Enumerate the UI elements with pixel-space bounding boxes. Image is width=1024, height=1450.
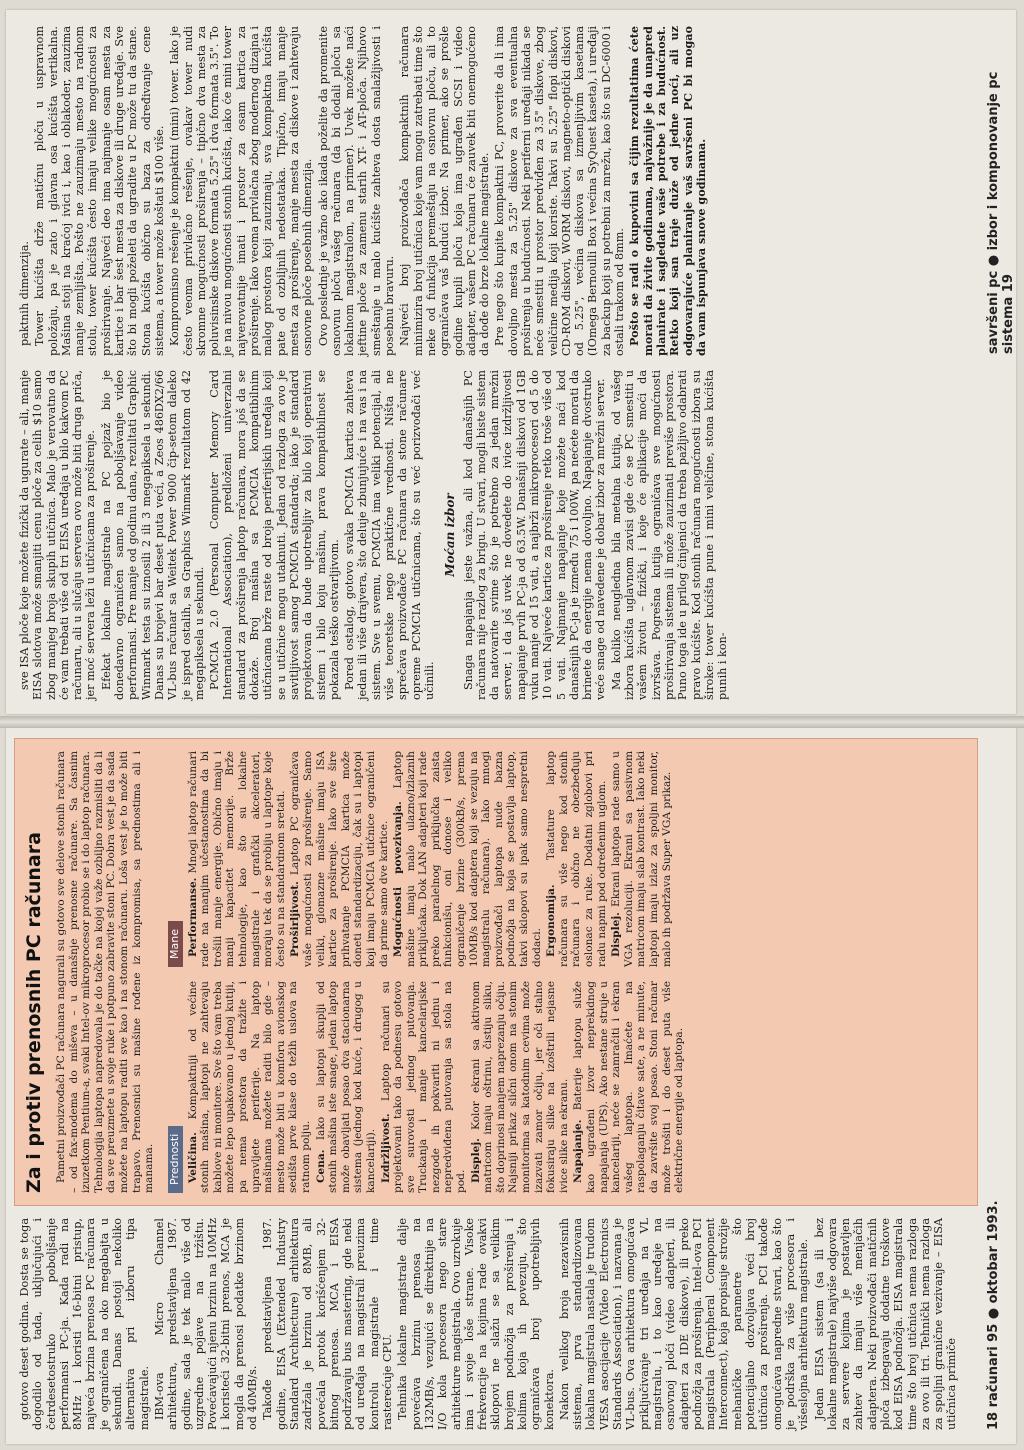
section-heading: Moćan izbor (443, 493, 458, 577)
paragraph: Takođe predstavljena 1987. godine, EISA (Extended Industry Standard Architecture) arhitektura zadržala je brzinu od 8MB, ali povećala protok korišćenjem 32-bitnog prenosa. MCA i EISA podržavaju bus mastering, gde neki od uređaja na magistrali preuzima kontrolu magistrale i time rasterećuje CPU. (261, 1218, 395, 1430)
article-column (18, 1218, 961, 1430)
item-text: Tastature laptop računara su više nego kod stonih računara i obično ne obezbeđuju oslonac za ruke. Dodatni zglobovi pri radu napmi pod određenim uglom. (545, 751, 608, 967)
pros-column (165, 981, 688, 1193)
paragraph: Pored ostalog, gotovo svaka PCMCIA kartica zahteva jedan ili više drajvera, što deluje zbunjujuće i na vas i na sistem. Sve u svemu, PCMCIA ima veliki potencijal, ali više teoretske nego praktične vrednosti. Ništa ne sprečava proizvođače PC računara da stone računare opreme PCMCIA utičnicama, što su već porizvođači već učinili. (343, 370, 436, 700)
paragraph: sve ISA ploče koje možete fizički da ugurate – ali, manje EISA slotova može smanjiti cenu ploče za celih $10 samo zbog manjeg broja skupih utičnica. Malo je verovatno da će vam trebati više od tri EISA uređaja u bilo kakvom PC računaru, ali u slučaju servera ovo može biti druga priča, jer moć servera leži u utičnicama za proširenje. (18, 370, 98, 700)
paragraph: gotovo deset godina. Dosta se toga dogodilo od tada, uključujući i četrdesetostruko poboljšanje performansi PC-ja. Kada radi na 8MHz i koristi 16-bitni pristup, najveća brzina prenosa PC računara je ograničena na oko megabajta u sekundi. Danas postoji nekoliko alternativa pri izboru tipa magistrale. (18, 1218, 151, 1430)
item-term: Mogućnosti povezivanja. (392, 801, 405, 957)
item-term: Izdržljivost. (379, 1113, 392, 1183)
item-text: Ekrani laptopa rade samo u VGA rezoluciji. Ekrani sa pasivnom matricom imaju slab kontrast. Iako neki laptopi imaju izlaz za spoljni monitor, malo ih podržava Super VGA prikaz. (610, 751, 673, 967)
pros-label: Prednosti (168, 1126, 183, 1193)
pro-con-item (545, 751, 608, 967)
paragraph: Efekat lokalne magistrale na PC pojzaž bio je donedavno ograničen samo na poboljšavanje video performansi. Pre manje od godinu dana, rezultati Graphic Winmark testa su iznosili 2 ili 3 megapiksela u sekundi. Danas su brojevi bar deset puta veći, a Zeos 486DX2/66 VL-bus računar sa Weitek Power 9000 čip-setom daleko je ispred ostalih, sa Graphics Winmark rezultatom od 42 megapiksela u sekundi. (99, 370, 206, 700)
paragraph: PCMCIA 2.0 (Personal Computer Memory Card International Association), predloženi univerzalni standard za proširenja laptop računara, mora još da se dokaže. Broj mašina sa PCMCIA kompatibilnim utičnicama brže raste od broja periferijskih uređaja koji se u utičnice mogu utaknuti. Jedan od razloga za ovo je savitljivost samog PCMCIA standarda; iako je standard projektovan da bude upotrebljiv za bilo koji operativni sistem i bilo koju mašinu, prava kompatibilnost se pokazala teško ostvarljivom. (208, 370, 341, 700)
paragraph: Tower kućišta drže matičnu ploču u uspravnom položaju, pa je zato i glavna osa kućišta vertikalna. Mašina stoji na kraćoj ivici i, kao i oblakoder, zauzima manje zemljišta. Pošto ne zauzimaju mesto na radnom stolu, tower kućišta često imaju velike mogućnosti za proširivanje. Najveći deo ima najmanje osam mesta za kartice i bar šest mesta za diskove ili druge uređaje. Sve što bi mogli poželeti da ugradite u PC može tu da stane. Stona kućišta obično su baza za određivanje cene sistema, a tower može koštati $100 više. (33, 26, 166, 356)
pro-con-item (380, 981, 468, 1193)
item-text: Laptop PC ograničava vaše mogućnosti za proširenje. Samo veliki, glomazne mašine imaju ISA kartice za proširenje. Iako sve šire prihvatanje PCMCIA kartica može doneti standardizaciju, čak su i laptopi koji imaju PCMCIA utičnice ograničeni da prime samo dve kartice. (289, 751, 390, 967)
page-18 (6, 728, 1016, 1444)
pro-con-item (572, 981, 685, 1193)
paragraph: Ovo poslednje je važno ako ikada poželite da promenite osnovnu ploču vašeg računara (da bi dodali ploču sa lokalnom magistralom, na primer). Uvek možete naći jeftine ploče za zamenu starih XT- i AT-ploča. Njihovo smeštanje u malo kućište zahteva dosta snalažljivosti i posebnu bravuru. (316, 26, 397, 356)
page-19-content (6, 10, 1016, 714)
pro-con-item (470, 981, 571, 1193)
cons-column (165, 751, 675, 967)
pro-con-item (392, 751, 543, 967)
paragraph: Snaga napajanja jeste važna, ali kod današnjih PC računara nije razlog za brigu. U stvari, mogli biste sistem da natovarite svime što je potrebno za jedan mrežni server, i da još uvek ne dovedete do ivice izdržljivosti napajanje prvih PC-ja od 63.5W. Današnji diskovi od 1GB vuku manje od 15 vati, a najbrži mikroprocesori od 5 do 10 vati. Najveće kartice za proširenje retko troše više od 5 vati. Najmanje napajanje koje možete naći kod današnjih PC-ja je između 75 i 100W, pa nećete morati da brinete da energije nema dovoljno. Napajanje dvostruko veće snage od navedene je dobar izbor za mrežni server. (461, 370, 608, 700)
item-term: Veličina. (186, 1132, 199, 1183)
item-term: Cena. (314, 1149, 327, 1183)
cons-label: Mane (168, 921, 183, 967)
paragraph: paktnih dimenzija. (18, 241, 31, 346)
item-term: Ergonomija. (545, 884, 558, 957)
item-term: Displej. (610, 912, 623, 957)
article-column-left (18, 370, 731, 700)
item-term: Performanse. (186, 877, 199, 957)
box-title: Za i protiv prenosnih PC računara (23, 832, 45, 1193)
article-column-right (18, 26, 710, 356)
pro-con-item (187, 981, 313, 1193)
paragraph: Pre nego što kupite kompaktni PC, proverite da li ima dovoljno mesta za 5.25" diskove za sva eventualna proširenja u budućnosti. Neki periferni uređaji nikada se neće smestiti u prostor predviđen za 3.5" diskove, zbog veličine medija koji koriste. Takvi su 5.25" flopi diskovi, CD-ROM diskovi, WORM diskovi, magneto-optički diskovi od 5.25", većina diskova sa izmenljivim kasetama (IOmega Bernoulli Box i većina SyQuest kaseta), i uređaji za backup koji su potrebni za mrežu, kao što su DC-6000 i ostali trakom od 8mm. (493, 26, 627, 356)
pro-con-item (187, 751, 288, 967)
pro-con-item (289, 751, 390, 967)
pros-cons-box (14, 738, 978, 1206)
paragraph: Jedan EISA sistem (sa ili bez lokalne magistrale) najviše odgovara za servere kojima je postavljen zahtev da imaju više menjačih adaptera. Neki proizvođači matičnih ploča izbegavaju dodatne troškove kod EISA podnožja. EISA magistrala time što broj utičnica nema razloga za ovo ili tri. Tehnički nema razloga za spoljni granične vezivanje – EISA utičnica primiče (812, 1218, 959, 1430)
page-19 (6, 10, 1016, 714)
pro-con-item (610, 751, 673, 967)
item-term: Displej. (469, 1138, 482, 1183)
page-footer: savršeni pc ● izbor i komponovanje pc sistema 19 (986, 71, 1016, 354)
conclusion-paragraph: Pošto se radi o kupovini sa čijim rezultatima ćete morati da živite godinama, najvažnije je da unapred planirate i sagledate vaše potrebe i za budućnost. Retko koji san traje duže od jedne noći, ali uz odgovarajuće planiranje vaš savršeni PC bi mogao da vam ispunjava snove godinama. (627, 26, 708, 356)
item-text: Mnogi laptop računari rade na manjim učestanostima da bi trošili manje energije. Obično imaju i manji kapacitet memorije. Brže tehnologije, kao što su lokalne magistrale i grafički akceleratori, moraju tek da se probiju u laptope koje često su na standardnom sretati. (186, 751, 287, 967)
paragraph: Najveći broj proizvođača kompaktnih računara minimizira broj utičnica koje vam mogu zatrebati time što neke od funkcija premeštaju na osnovnu ploču, ali to ograničava vaš budući izbor. Na primer, ako se prošle godine kupili ploču koja ima ugrađen SCSI i video adapter, vašem PC računaru će zauvek biti onemogućeno da dođe do brze lokalne magistrale. (398, 26, 492, 356)
paragraph: Nakon velikog broja nezavisnih sistema, prva standardizovana lokalna magistrala nastala je trudom VESA asocijacije (Video Electronics Standards Association), i nazvana je VL-bus. Ova arhitektura omogućava priključivanje tri uređaja na VL magistralu, i to kao uređaje na osnovnoj ploči (video adapteri, ili adapteri za IDE diskove), ili preko podnožja za proširenja. Intel-ova PCI magistrala (Peripheral Component Interconnect), koja propisuje strožije mehaničke parametre što potencijalno dozvoljava veći broj utičnica za proširenja. PCI takođe omogućava napredne stvari, kao što je podrška za više procesora i višeslojna arhitektura magistrale. (557, 1218, 811, 1430)
item-text: Kompaktniji od većine stonih mašina, laptopi ne zahtevaju kablove ni monitore. Sve što vam treba možete lepo upakovano u jednoj kutiji, pa nema prostora da tražite i upravljete periferije. Na laptop mašinama možete raditi bilo gde – mesto može biti u komforu avionskog sedišta prve klase do težih uslova na ratnom polju. (186, 981, 312, 1193)
paragraph: IBM-ova Micro Channel arhitektura, predstavljena 1987. godine, sada je tek malo više od uzgredne pojave na tržištu. Povećavajući njenu brzinu na 10MHz i koristeći 32-bitni prenos, MCA je mogla da prenosi podatke brzinom od 40MB/s. (152, 1218, 260, 1430)
item-text: Kolor ekrani sa aktivnom matricom imaju oštrinu, čistiju sliku, što doprinosi manjem naprezanju očiju. Najsniji prikaz slični onom na stonim monitorima sa katodnim cevima može izazvati zamor očiju, jer oči stalno fokusiraju slike na izoštrili nejasne ivice slike na ekranu. (469, 981, 570, 1193)
item-text: Baterije laptopu služe kao ugrađeni izvor neprekidnog napajanja (UPS). Ako nestane struje u kancelariji, neće se zamračiti i ekran vašeg laptopa. Imaćete na raspolaganju čitave sate, a ne minute, da završite svoj posao. Stoni računar može trošiti i do deset puta više električne energije od laptopa. (572, 981, 686, 1193)
box-intro (55, 751, 158, 1193)
paragraph: Ma koliko neugledna bila metalna kutija, od vašeg izbora kućišta uglavnom zavisi gde će se PC smestiti u vašem životu – fizički, i koje će aplikacije moći da izvršava. Pogrešna kutija ograničava sve mogućnosti proširivanja sistema ili može zauzimati previše prostora. Puno toga ide u prilog činjenici da treba pažljivo odabrati pravo kućište. Kod stonih računara mogućnosti izbora su široke: tower kućišta pune i mini veličine, stona kućišta punih i kon- (609, 370, 730, 700)
page-footer: 18 računari 95 ● oktobar 1993. (986, 1200, 1001, 1430)
paragraph: Tehnika lokalne magistrale dalje povećava brzinu prenosa na 132MB/s, vezujući se direktnije na I/O kola procesora nego stare arhitekture magistrala. Ovo uzrokuje ima i svoje loše strane. Visoke frekvencije na kojima rade ovakvi sklopovi ne slažu se sa velikim brojem podnožja za proširenja i kolima koja ih povezuju, što ograničava broj upotrebljivih konektora. (396, 1218, 556, 1430)
paragraph: Kompromisno rešenje je kompaktni (mini) tower. Iako je često veoma privlačno rešenje, ovakav tower nudi skromne mogućnosti proširenja – tipično dva mesta za poluvisinske diskove formata 5.25" i dva formata 3.5". To je na nivou mogućnosti stonih kućišta, iako će mini tower najverovatnije imati i prostor za osam kartica za proširenje. Iako veoma privlačna zbog modernog dizajna i malog prostora koji zauzimaju, sva kompaktna kućišta pate od ozbiljnih nedostataka. Tipično, imaju manje mesta za proširenje, manje mesta za diskove i zahtevaju osnovne ploče posebnih dimenzija. (168, 26, 315, 356)
pro-con-item (315, 981, 378, 1193)
item-term: Proširljivost. (289, 881, 302, 957)
item-text: Laptop mašine imaju malo ulazno/izlaznih priključaka. Dok LAN adapteri koji rade preko paralelnog priključka zaista funkcionišu, oni donose i veliko ograničenje brzine (300kB/s, prema 10MB/s kod adaptera koji se vezuju na magistralu računara). Iako mnogi proizvođači laptopa nude bazna podnožja na koja se postavlja laptop, takvi sklopovi su ipak samo nespretni dodaci. (392, 751, 543, 967)
item-term: Napajanje. (572, 1119, 585, 1183)
page-fold (0, 716, 1024, 728)
page-18-content (6, 728, 1016, 1444)
item-text: Iako su laptopi skuplji od stonih mašina iste snage, jedan laptop može obavljati posao dva stacionarna sistema (jednog kod kuće, i drugog u kancelariji). (314, 981, 377, 1193)
box-intro-text: Pametni proizvođači PC računara nagurali su gotovo sve delove stonih računara – od fax-modema do miševa – u današnje prenosne računare. Sa časnim izuzetkom Pentium-a, svaki Intel-ov mikroprocesor probio se i do laptop računara. Tehnologija laptopa napredovala je do tačke na kojoj važe ozbiljno razmisliti da li da sve preuzmete u svoje ruke i potpuno zabravite stoni PC. Dobra vest je da sada možete na laptopu raditi sve kao i na stonom računaru. Loša vest je to može biti trapavo. Prenosnici su mašine rođene iz kompromisa, sa prednostima ali i manama. (55, 751, 156, 1193)
item-text: Laptop računari su projektovani tako da podnesu gotovo sve surovosti jednog putovanja. Truckanja i manje kancelarijske nezgode ih pokvariti ni jednu i nepredviđena putovanja sa stola na pod. (379, 981, 468, 1193)
